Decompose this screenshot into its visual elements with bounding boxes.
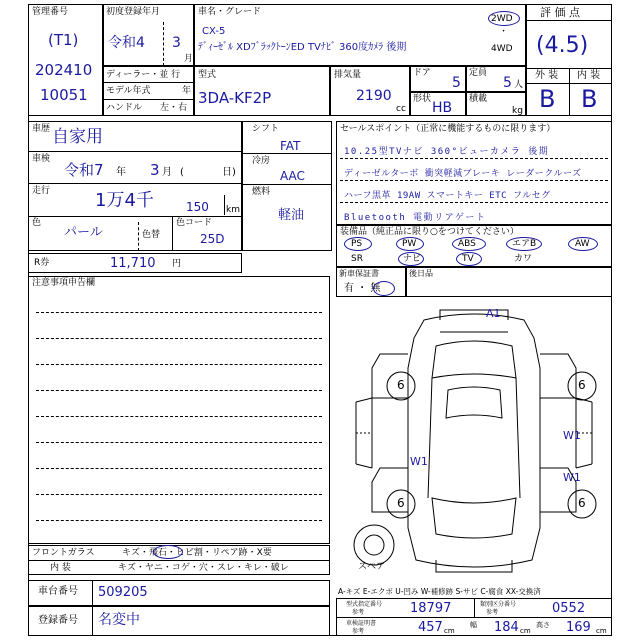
damage-six-bl: 6	[397, 496, 405, 510]
interior-label: 内 装	[50, 563, 71, 573]
warranty-none-circle	[373, 281, 395, 296]
capacity-value: 5	[503, 75, 512, 91]
warranty-value: 有 ・ 無	[344, 283, 381, 294]
equipment-label: 装備品（純正品に限り○をつけてください）	[340, 227, 519, 237]
handle-value: 左・右	[160, 103, 188, 113]
management-num1: 202410	[35, 61, 93, 79]
damage-w1-left: W1	[410, 455, 428, 468]
selling-point-line: ハーフ黒革 19AW スマートキー ETC フルセグ	[344, 191, 551, 201]
spec-length: 457	[418, 620, 443, 635]
inspection-day-open: (	[180, 167, 184, 178]
damage-spare: スペア	[358, 562, 386, 572]
rating-ext: B	[539, 85, 556, 113]
rating-label: 評 価 点	[540, 6, 580, 19]
car-name: CX-5	[202, 26, 226, 37]
front-glass-label: フロントガラス	[32, 548, 95, 558]
damage-six-tr: 6	[578, 378, 586, 392]
rating-ext-label: 外 装	[535, 70, 559, 81]
type-label: 型式	[198, 70, 217, 80]
mileage-unit: km	[226, 205, 240, 215]
damage-a1: A1	[486, 307, 501, 320]
shape-value: HB	[432, 100, 453, 116]
management-label: 管理番号	[32, 7, 69, 17]
inspection-month-unit: 月	[162, 167, 172, 178]
equip-sr: SR	[351, 254, 363, 264]
shape-label: 形状	[413, 94, 432, 104]
recycle-value: 11,710	[110, 256, 156, 271]
notes-label: 注意事項申告欄	[32, 278, 96, 288]
spec-width-unit: cm	[520, 627, 531, 635]
damage-w1-right-bottom: W1	[563, 471, 581, 484]
registration-month: 3	[172, 35, 181, 51]
spec-len-ref: 参考	[352, 628, 365, 635]
registration-label: 初度登録年月	[106, 7, 161, 17]
mileage-label: 走行	[32, 186, 51, 196]
inspection-era: 令和7	[64, 161, 104, 179]
car-grade: ﾃﾞｨｰｾﾞﾙ XDﾌﾞﾗｯｸﾄｰﾝED TVﾅﾋﾞ 360度ｶﾒﾗ 後期	[198, 42, 407, 53]
type-value: 3DA-KF2P	[198, 89, 272, 107]
shift-label: シフト	[252, 124, 280, 134]
rating-int: B	[581, 85, 598, 113]
equip-ps: PS	[351, 239, 363, 249]
doors-value: 5	[452, 75, 461, 91]
drive-dot: ・	[499, 27, 509, 37]
notes-box	[28, 276, 330, 544]
rating-int-label: 内 装	[577, 70, 601, 81]
color-code: 25D	[200, 232, 225, 246]
usage-label: 車歴	[32, 124, 51, 134]
spec-length-unit: cm	[444, 627, 455, 635]
date-box	[406, 267, 612, 297]
inspection-year-unit: 年	[116, 167, 126, 178]
equip-pw: PW	[402, 239, 417, 249]
spec-width-label: 幅	[470, 621, 477, 629]
management-t1: (T1)	[48, 31, 79, 49]
model-year-unit: 年	[182, 86, 192, 96]
fuel-value: 軽油	[278, 208, 305, 223]
selling-point-line: ディーゼルターボ 衝突軽減ブレーキ レーダークルーズ	[344, 169, 582, 179]
damage-six-tl: 6	[397, 378, 405, 392]
model-year-label: モデル年式	[106, 86, 151, 96]
chassis-value: 509205	[98, 585, 148, 600]
spec-height: 169	[566, 620, 591, 635]
damage-six-br: 6	[578, 496, 586, 510]
management-num2: 10051	[40, 86, 88, 104]
spec-width: 184	[494, 620, 519, 635]
usage-value: 自家用	[52, 127, 103, 147]
front-glass-text: キズ・飛石・ヒビ割・リペア跡・X要	[122, 548, 272, 558]
doors-label: ドア	[413, 68, 431, 78]
equip-aw: AW	[575, 239, 590, 249]
recycle-label: R券	[34, 258, 50, 268]
color-label: 色	[32, 218, 42, 228]
spec-len-label: 車検証明書	[346, 620, 377, 627]
selling-points-label: セールスポイント（正常に機能するものに限ります）	[340, 124, 556, 134]
inspection-day-unit: 日)	[222, 167, 236, 178]
capacity-unit: 人	[514, 80, 524, 90]
damage-legend: A-キズ E-エクボ U-凹み W-補修跡 S-サビ C-腐食 XX-交換済	[338, 587, 541, 596]
equip-tv: TV	[462, 254, 474, 264]
spec-class: 0552	[552, 601, 586, 616]
shift-value: FAT	[280, 139, 301, 153]
warranty-label: 新車保証書	[339, 269, 379, 278]
spec-height-unit: cm	[596, 627, 607, 635]
dealer-label: ディーラー・並 行	[106, 70, 181, 80]
mileage-sub: 150	[186, 200, 209, 214]
spec-cert: 18797	[410, 601, 452, 616]
inspection-label: 車検	[32, 154, 51, 164]
damage-w1-right-top: W1	[563, 429, 581, 442]
spec-class-ref: 参考	[486, 609, 499, 616]
handle-label: ハンドル	[106, 103, 143, 113]
ac-value: AAC	[280, 169, 305, 183]
inspection-month: 3	[150, 161, 160, 179]
selling-point-line: 10.25型TVナビ 360°ビューカメラ 後期	[344, 147, 550, 157]
reg-number-value: 名変中	[98, 612, 140, 628]
equip-leather: カワ	[514, 254, 533, 264]
color-tone-label: 色替	[142, 230, 161, 240]
fuel-label: 燃料	[252, 187, 271, 197]
equip-abs: ABS	[458, 239, 476, 249]
drive-4wd: 4WD	[491, 44, 513, 54]
recycle-unit: 円	[172, 259, 182, 269]
drive-2wd: 2WD	[491, 14, 513, 24]
equip-airbag: エアB	[512, 239, 537, 249]
load-unit: kg	[512, 106, 523, 116]
spec-cert-ref: 参考	[352, 609, 365, 616]
chassis-label: 車台番号	[38, 586, 78, 597]
spec-cert-label: 型式指定番号	[346, 601, 383, 608]
color-code-label: 色コード	[176, 218, 213, 228]
front-glass-chip-circle	[153, 545, 183, 559]
interior-text: キズ・ヤニ・コゲ・穴・スレ・キレ・破レ	[118, 563, 289, 573]
selling-point-line: Bluetooth 電動リアゲート	[344, 213, 487, 223]
spec-height-label: 高さ	[536, 621, 550, 629]
displacement-value: 2190	[356, 88, 392, 104]
ac-label: 冷房	[252, 156, 271, 166]
car-name-label: 車名・グレード	[198, 7, 262, 17]
capacity-label: 定員	[469, 68, 488, 78]
displacement-unit: cc	[396, 104, 406, 114]
registration-month-unit: 月	[184, 54, 194, 64]
rating-score: (4.5)	[536, 33, 589, 58]
spec-class-label: 類別区分番号	[480, 601, 517, 608]
registration-era: 令和4	[108, 35, 145, 51]
color-value: パール	[64, 225, 103, 240]
displacement-label: 排気量	[334, 70, 362, 80]
equip-navi: ナビ	[403, 254, 422, 264]
load-label: 積載	[469, 94, 488, 104]
reg-number-label: 登録番号	[38, 615, 78, 626]
mileage-value: 1万4千	[95, 190, 154, 211]
date-label: 後日品	[409, 269, 433, 278]
